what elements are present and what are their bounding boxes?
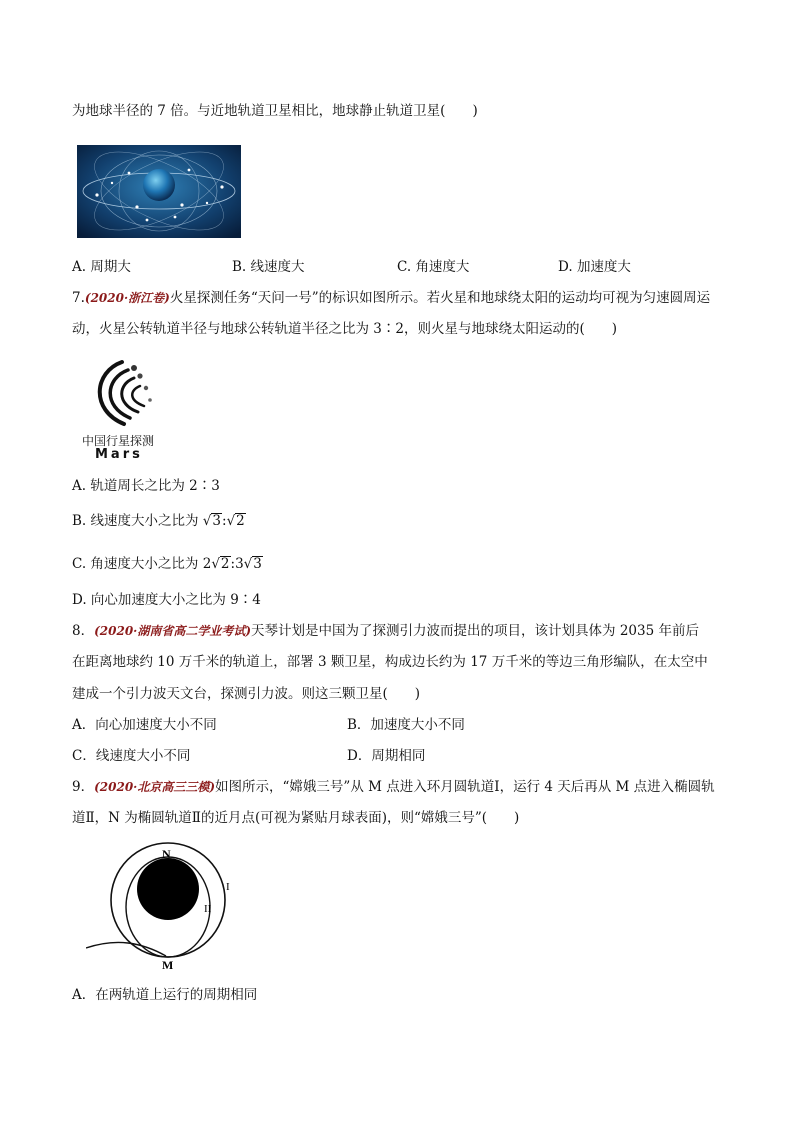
point-n-label: N: [162, 847, 171, 861]
q8-option-c[interactable]: C．线速度大小不同: [72, 748, 191, 764]
q8-stem-line-3: 建成一个引力波天文台，探测引力波。则这三颗卫星( ): [72, 686, 421, 702]
question-number: 7.: [72, 290, 85, 306]
option-text: C. 角速度大小之比为 2: [72, 556, 212, 572]
q7-stem-line-1: [72, 288, 710, 308]
orbit-one-label: I: [226, 881, 230, 893]
q8-stem-line-1: [72, 621, 699, 641]
q7-option-d[interactable]: D. 向心加速度大小之比为 9∶4: [72, 592, 261, 608]
ratio-middle: :3: [230, 556, 244, 572]
question-source-tag: (2020·湖南省高二学业考试): [94, 624, 252, 638]
question-source-tag: (2020·北京高三三模): [94, 780, 216, 794]
q8-option-b[interactable]: B．加速度大小不同: [347, 717, 465, 733]
q8-stem-line-2: 在距离地球约 10 万千米的轨道上，部署 3 颗卫星，构成边长约为 17 万千米的等边三角形编队，在太空中: [72, 654, 708, 670]
sqrt-radicand: 2: [236, 513, 245, 529]
question-text: 天琴计划是中国为了探测引力波而提出的项目，该计划具体为 2035 年前后: [251, 623, 699, 639]
sqrt-radicand: 3: [253, 556, 262, 572]
q6-option-d[interactable]: [558, 257, 631, 277]
logo-chinese-text: 中国行星探测: [82, 434, 155, 448]
option-text: 加速度大: [576, 259, 631, 275]
logo-mars-text: Mars: [95, 447, 143, 462]
q6-option-c[interactable]: [397, 257, 469, 277]
q8-option-d[interactable]: D．周期相同: [347, 748, 426, 764]
q6-option-a[interactable]: [72, 257, 131, 277]
option-label: D.: [558, 259, 573, 275]
sqrt-radicand: 3: [212, 513, 221, 529]
question-source-tag: (2020·浙江卷): [84, 291, 170, 305]
option-label: C.: [397, 259, 412, 275]
ratio-colon: :: [222, 513, 227, 529]
q6-stem-line: 为地球半径的 7 倍。与近地轨道卫星相比，地球静止轨道卫星( ): [72, 103, 478, 119]
option-text: 线速度大: [250, 259, 305, 275]
q9-stem-line-1: [72, 777, 715, 797]
question-number: 8．: [72, 623, 95, 639]
q7-option-c[interactable]: C. 角速度大小之比为 2√2:3√3: [72, 556, 262, 572]
q7-option-b[interactable]: B. 线速度大小之比为 √3:√2: [72, 513, 245, 529]
orbit-two-label: II: [204, 903, 212, 915]
q8-option-a[interactable]: A．向心加速度大小不同: [72, 717, 217, 733]
option-text: 角速度大: [415, 259, 470, 275]
question-text: 火星探测任务“天问一号”的标识如图所示。若火星和地球绕太阳的运动均可视为匀速圆周运: [169, 290, 711, 306]
option-label: B.: [232, 259, 247, 275]
question-number: 9．: [72, 779, 95, 795]
mars-mission-logo: [88, 358, 168, 430]
q9-option-a[interactable]: A．在两轨道上运行的周期相同: [72, 987, 258, 1003]
lunar-orbit-figure: [86, 838, 246, 973]
sqrt-radicand: 2: [220, 556, 230, 572]
option-label: A.: [72, 259, 87, 275]
question-text: 如图所示，“嫦娥三号”从 M 点进入环月圆轨道Ⅰ，运行 4 天后再从 M 点进入椭圆轨: [215, 779, 715, 795]
point-m-label: M: [162, 958, 174, 972]
satellite-orbit-figure: [77, 145, 241, 238]
option-text: B. 线速度大小之比为: [72, 513, 203, 529]
q9-stem-line-2: 道Ⅱ，N 为椭圆轨道Ⅱ的近月点(可视为紧贴月球表面)，则“嫦娥三号”( ): [72, 810, 520, 826]
q7-stem-line-2: 动，火星公转轨道半径与地球公转轨道半径之比为 3∶2，则火星与地球绕太阳运动的( ): [72, 321, 618, 337]
q6-option-b[interactable]: [232, 257, 305, 277]
option-text: 周期大: [90, 259, 131, 275]
q7-option-a[interactable]: A. 轨道周长之比为 2∶3: [72, 478, 220, 494]
